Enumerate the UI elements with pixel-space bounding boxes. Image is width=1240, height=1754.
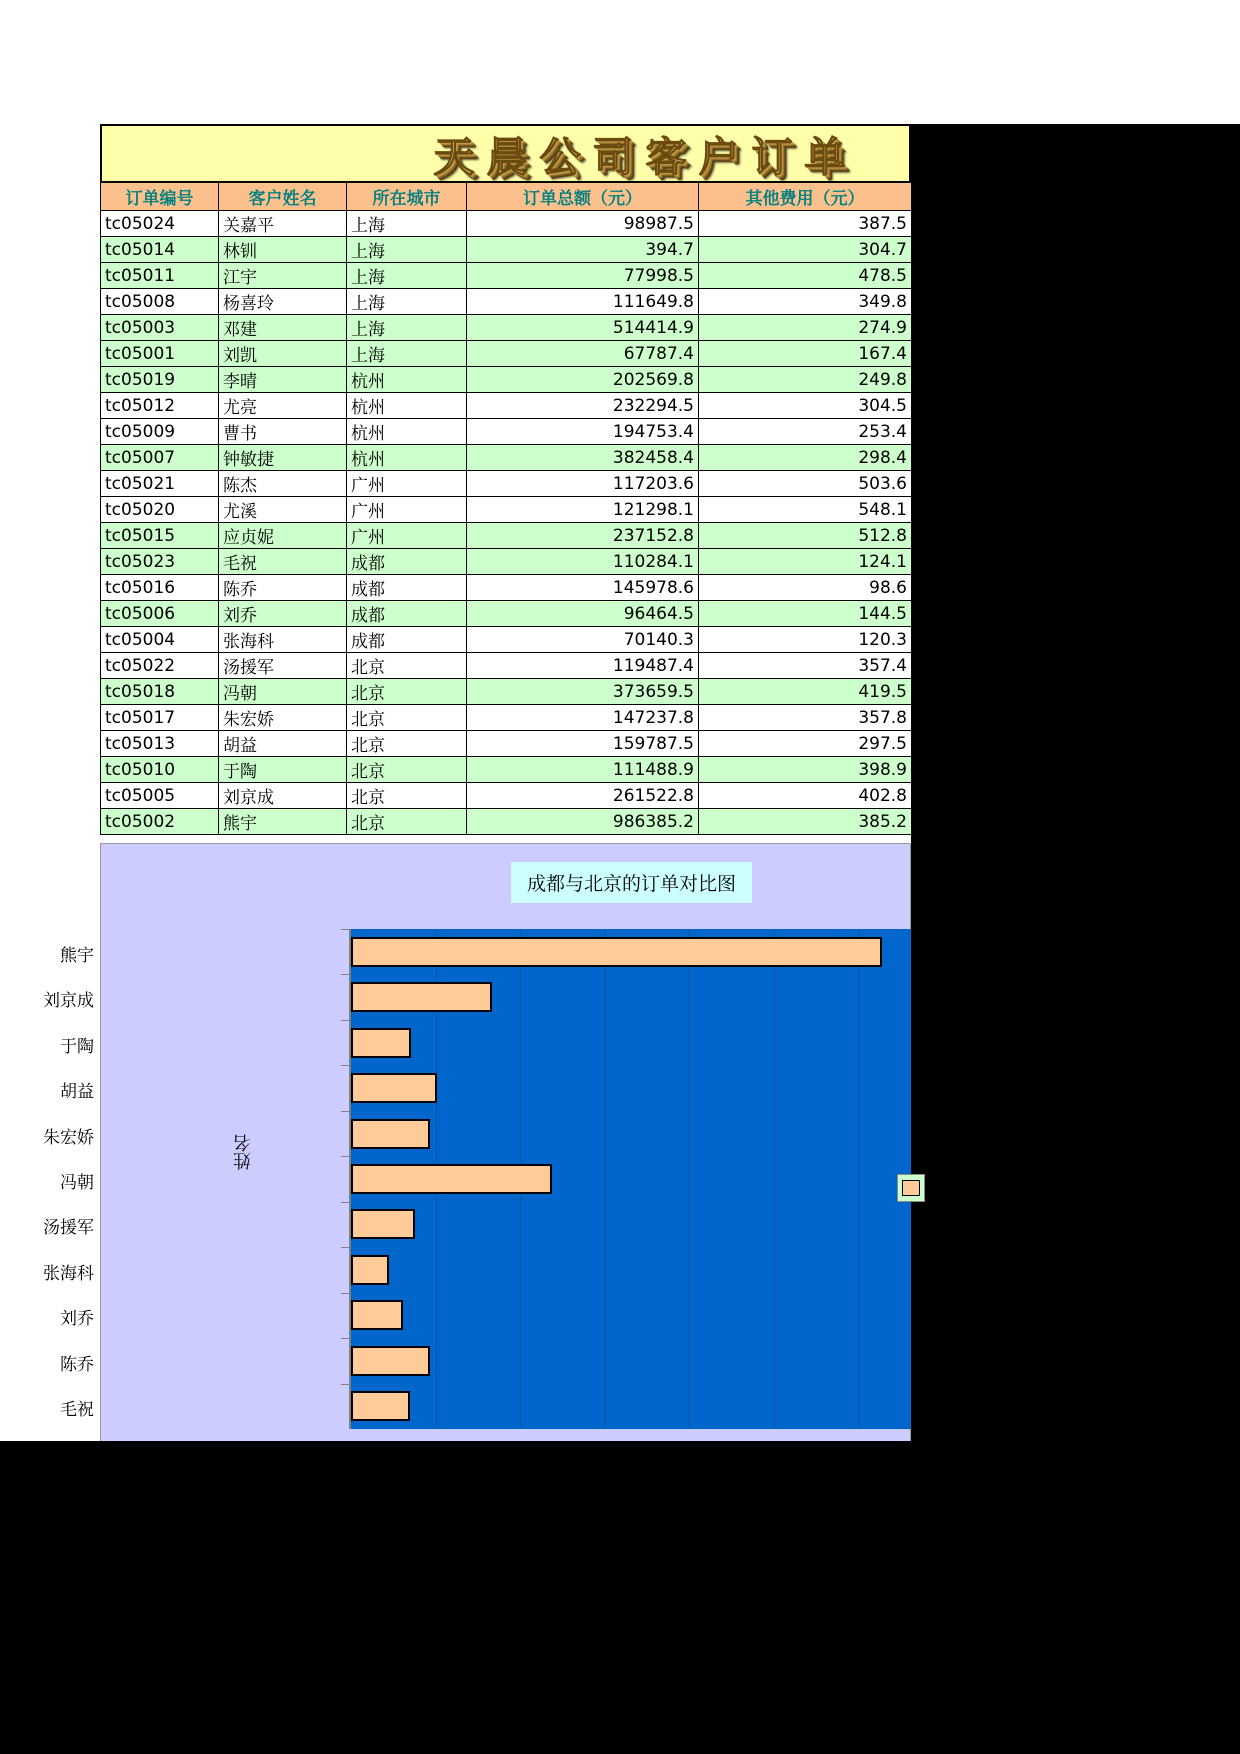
table-row — [101, 757, 912, 783]
chart-bar-row — [351, 1066, 437, 1111]
cell-order-id[interactable]: tc05024 — [101, 211, 219, 237]
cell-other-fee[interactable]: 357.8 — [699, 705, 912, 731]
cell-customer-name[interactable]: 陈乔 — [219, 575, 347, 601]
chart-y-axis-label: 熊宇 — [60, 945, 94, 966]
cell-customer-name[interactable]: 邓建 — [219, 315, 347, 341]
cell-city[interactable]: 北京 — [347, 731, 467, 757]
table-row — [101, 393, 912, 419]
cell-order-id[interactable]: tc05011 — [101, 263, 219, 289]
cell-order-id[interactable]: tc05015 — [101, 523, 219, 549]
cell-other-fee[interactable]: 304.5 — [699, 393, 912, 419]
chart-plot-area — [349, 929, 941, 1429]
chart-bar-row — [351, 1293, 403, 1338]
cell-order-id[interactable]: tc05021 — [101, 471, 219, 497]
cell-customer-name[interactable]: 陈杰 — [219, 471, 347, 497]
chart-bar-row — [351, 1338, 430, 1383]
cell-order-total[interactable]: 119487.4 — [467, 653, 699, 679]
chart-y-axis-label: 刘京成 — [43, 991, 94, 1012]
column-header-order-total[interactable]: 订单总额（元） — [467, 183, 699, 211]
cell-other-fee[interactable]: 249.8 — [699, 367, 912, 393]
cell-customer-name[interactable]: 杨喜玲 — [219, 289, 347, 315]
cell-city[interactable]: 北京 — [347, 809, 467, 835]
clipped-region-bottom — [0, 1441, 1240, 1754]
cell-city[interactable]: 北京 — [347, 705, 467, 731]
cell-city[interactable]: 杭州 — [347, 393, 467, 419]
chart-bar-row — [351, 929, 882, 974]
column-header-order-id[interactable]: 订单编号 — [101, 183, 219, 211]
chart-bar[interactable] — [351, 1209, 415, 1239]
cell-customer-name[interactable]: 李晴 — [219, 367, 347, 393]
cell-other-fee[interactable]: 398.9 — [699, 757, 912, 783]
table-row — [101, 705, 912, 731]
cell-other-fee[interactable]: 144.5 — [699, 601, 912, 627]
chart-y-axis-tick — [341, 1293, 350, 1294]
table-row — [101, 289, 912, 315]
cell-city[interactable]: 上海 — [347, 211, 467, 237]
cell-order-id[interactable]: tc05023 — [101, 549, 219, 575]
cell-customer-name[interactable]: 江宇 — [219, 263, 347, 289]
chart-title: 成都与北京的订单对比图 — [511, 862, 752, 903]
cell-customer-name[interactable]: 钟敏捷 — [219, 445, 347, 471]
cell-other-fee[interactable]: 478.5 — [699, 263, 912, 289]
cell-customer-name[interactable]: 刘乔 — [219, 601, 347, 627]
chart-bar[interactable] — [351, 1028, 411, 1058]
cell-order-id[interactable]: tc05014 — [101, 237, 219, 263]
cell-order-id[interactable]: tc05018 — [101, 679, 219, 705]
cell-customer-name[interactable]: 熊宇 — [219, 809, 347, 835]
cell-order-total[interactable]: 96464.5 — [467, 601, 699, 627]
column-header-other-fee[interactable]: 其他费用（元） — [699, 183, 912, 211]
cell-other-fee[interactable]: 402.8 — [699, 783, 912, 809]
cell-city[interactable]: 杭州 — [347, 367, 467, 393]
cell-order-id[interactable]: tc05006 — [101, 601, 219, 627]
cell-order-id[interactable]: tc05003 — [101, 315, 219, 341]
cell-other-fee[interactable]: 98.6 — [699, 575, 912, 601]
cell-city[interactable]: 广州 — [347, 497, 467, 523]
table-row — [101, 263, 912, 289]
cell-order-total[interactable]: 117203.6 — [467, 471, 699, 497]
cell-order-id[interactable]: tc05008 — [101, 289, 219, 315]
cell-customer-name[interactable]: 尤亮 — [219, 393, 347, 419]
chart-bar[interactable] — [351, 1255, 389, 1285]
table-row — [101, 627, 912, 653]
cell-other-fee[interactable]: 304.7 — [699, 237, 912, 263]
cell-city[interactable]: 上海 — [347, 289, 467, 315]
cell-customer-name[interactable]: 刘京成 — [219, 783, 347, 809]
table-row — [101, 731, 912, 757]
chart-y-axis-tick — [341, 1020, 350, 1021]
table-header-row — [101, 183, 912, 211]
chart-y-axis-label: 张海科 — [43, 1263, 94, 1284]
table-row — [101, 367, 912, 393]
cell-other-fee[interactable]: 253.4 — [699, 419, 912, 445]
cell-order-total[interactable]: 261522.8 — [467, 783, 699, 809]
cell-order-total[interactable]: 373659.5 — [467, 679, 699, 705]
chart-y-axis-label: 毛祝 — [60, 1400, 94, 1421]
chart-bar[interactable] — [351, 937, 882, 967]
cell-order-total[interactable]: 237152.8 — [467, 523, 699, 549]
chart-bar[interactable] — [351, 1164, 552, 1194]
cell-customer-name[interactable]: 刘凯 — [219, 341, 347, 367]
chart-y-axis-tick — [341, 1247, 350, 1248]
cell-customer-name[interactable]: 毛祝 — [219, 549, 347, 575]
orders-bar-chart[interactable] — [43, 843, 911, 1443]
cell-order-total[interactable]: 232294.5 — [467, 393, 699, 419]
table-row — [101, 523, 912, 549]
cell-order-id[interactable]: tc05013 — [101, 731, 219, 757]
cell-other-fee[interactable]: 419.5 — [699, 679, 912, 705]
cell-other-fee[interactable]: 297.5 — [699, 731, 912, 757]
cell-city[interactable]: 北京 — [347, 757, 467, 783]
chart-y-axis-title: 姓名 — [233, 1134, 254, 1170]
chart-bar[interactable] — [351, 1391, 410, 1421]
cell-order-id[interactable]: tc05019 — [101, 367, 219, 393]
cell-customer-name[interactable]: 应贞妮 — [219, 523, 347, 549]
cell-other-fee[interactable]: 167.4 — [699, 341, 912, 367]
clipped-region-right — [911, 124, 1240, 1442]
cell-order-total[interactable]: 98987.5 — [467, 211, 699, 237]
table-row — [101, 783, 912, 809]
cell-other-fee[interactable]: 548.1 — [699, 497, 912, 523]
column-header-city[interactable]: 所在城市 — [347, 183, 467, 211]
cell-order-total[interactable]: 394.7 — [467, 237, 699, 263]
chart-y-axis-tick — [341, 1338, 350, 1339]
cell-order-total[interactable]: 110284.1 — [467, 549, 699, 575]
cell-customer-name[interactable]: 张海科 — [219, 627, 347, 653]
cell-order-id[interactable]: tc05001 — [101, 341, 219, 367]
cell-other-fee[interactable]: 274.9 — [699, 315, 912, 341]
cell-city[interactable]: 广州 — [347, 471, 467, 497]
cell-order-total[interactable]: 514414.9 — [467, 315, 699, 341]
table-row — [101, 653, 912, 679]
chart-gridline — [774, 929, 775, 1429]
table-row — [101, 211, 912, 237]
chart-y-axis-tick — [341, 1384, 350, 1385]
chart-legend-swatch — [902, 1180, 920, 1196]
cell-city[interactable]: 上海 — [347, 341, 467, 367]
column-header-customer-name[interactable]: 客户姓名 — [219, 183, 347, 211]
chart-y-axis-label: 刘乔 — [60, 1309, 94, 1330]
cell-order-id[interactable]: tc05009 — [101, 419, 219, 445]
cell-city[interactable]: 上海 — [347, 315, 467, 341]
cell-city[interactable]: 北京 — [347, 679, 467, 705]
orders-table — [100, 182, 912, 835]
table-row — [101, 575, 912, 601]
cell-order-total[interactable]: 147237.8 — [467, 705, 699, 731]
chart-y-axis-label: 冯朝 — [60, 1173, 94, 1193]
chart-y-axis-tick — [341, 929, 350, 930]
cell-order-id[interactable]: tc05012 — [101, 393, 219, 419]
cell-other-fee[interactable]: 124.1 — [699, 549, 912, 575]
cell-other-fee[interactable]: 357.4 — [699, 653, 912, 679]
chart-y-axis-label: 于陶 — [60, 1036, 94, 1057]
cell-order-id[interactable]: tc05017 — [101, 705, 219, 731]
cell-other-fee[interactable]: 503.6 — [699, 471, 912, 497]
chart-bar[interactable] — [351, 1073, 437, 1103]
cell-order-total[interactable]: 70140.3 — [467, 627, 699, 653]
cell-order-id[interactable]: tc05002 — [101, 809, 219, 835]
cell-customer-name[interactable]: 关嘉平 — [219, 211, 347, 237]
table-row — [101, 471, 912, 497]
cell-customer-name[interactable]: 胡益 — [219, 731, 347, 757]
cell-order-id[interactable]: tc05005 — [101, 783, 219, 809]
cell-customer-name[interactable]: 林钏 — [219, 237, 347, 263]
chart-bar-row — [351, 1157, 552, 1202]
cell-order-total[interactable]: 77998.5 — [467, 263, 699, 289]
cell-city[interactable]: 广州 — [347, 523, 467, 549]
cell-customer-name[interactable]: 尤溪 — [219, 497, 347, 523]
cell-customer-name[interactable]: 汤援军 — [219, 653, 347, 679]
cell-order-id[interactable]: tc05016 — [101, 575, 219, 601]
chart-y-axis-tick — [341, 1065, 350, 1066]
cell-order-id[interactable]: tc05022 — [101, 653, 219, 679]
cell-order-id[interactable]: tc05020 — [101, 497, 219, 523]
cell-city[interactable]: 成都 — [347, 601, 467, 627]
chart-y-axis-tick — [341, 1156, 350, 1157]
chart-bar-row — [351, 1384, 410, 1429]
chart-gridline — [858, 929, 859, 1429]
cell-order-total[interactable]: 159787.5 — [467, 731, 699, 757]
chart-bar-row — [351, 1247, 389, 1292]
cell-order-id[interactable]: tc05010 — [101, 757, 219, 783]
page-title: 天晨公司客户订单 — [433, 133, 858, 181]
table-row — [101, 237, 912, 263]
cell-customer-name[interactable]: 朱宏娇 — [219, 705, 347, 731]
chart-bar-row — [351, 1020, 411, 1065]
cell-order-total[interactable]: 111649.8 — [467, 289, 699, 315]
sheet-title-banner — [100, 124, 911, 182]
cell-order-total[interactable]: 194753.4 — [467, 419, 699, 445]
cell-city[interactable]: 北京 — [347, 653, 467, 679]
table-row — [101, 601, 912, 627]
table-row — [101, 809, 912, 835]
cell-city[interactable]: 成都 — [347, 575, 467, 601]
cell-order-total[interactable]: 145978.6 — [467, 575, 699, 601]
cell-other-fee[interactable]: 512.8 — [699, 523, 912, 549]
table-row — [101, 315, 912, 341]
cell-other-fee[interactable]: 387.5 — [699, 211, 912, 237]
chart-y-axis-tick — [341, 974, 350, 975]
cell-city[interactable]: 成都 — [347, 627, 467, 653]
chart-bar[interactable] — [351, 1119, 430, 1149]
cell-other-fee[interactable]: 349.8 — [699, 289, 912, 315]
cell-order-total[interactable]: 121298.1 — [467, 497, 699, 523]
cell-order-total[interactable]: 986385.2 — [467, 809, 699, 835]
table-body — [101, 211, 912, 835]
cell-city[interactable]: 成都 — [347, 549, 467, 575]
cell-city[interactable]: 杭州 — [347, 419, 467, 445]
chart-bar[interactable] — [351, 1300, 403, 1330]
chart-gridline — [689, 929, 690, 1429]
chart-bar-row — [351, 975, 492, 1020]
cell-other-fee[interactable]: 120.3 — [699, 627, 912, 653]
chart-y-axis-label: 陈乔 — [60, 1354, 94, 1375]
cell-other-fee[interactable]: 298.4 — [699, 445, 912, 471]
chart-y-axis-label: 胡益 — [60, 1082, 94, 1103]
cell-order-total[interactable]: 111488.9 — [467, 757, 699, 783]
chart-bar[interactable] — [351, 982, 492, 1012]
cell-city[interactable]: 杭州 — [347, 445, 467, 471]
cell-city[interactable]: 上海 — [347, 237, 467, 263]
cell-order-total[interactable]: 67787.4 — [467, 341, 699, 367]
cell-order-total[interactable]: 202569.8 — [467, 367, 699, 393]
cell-city[interactable]: 北京 — [347, 783, 467, 809]
chart-y-axis-tick — [341, 1202, 350, 1203]
table-row — [101, 341, 912, 367]
cell-customer-name[interactable]: 于陶 — [219, 757, 347, 783]
chart-y-axis-label: 汤援军 — [43, 1218, 94, 1239]
chart-bar-row — [351, 1111, 430, 1156]
cell-order-id[interactable]: tc05007 — [101, 445, 219, 471]
table-row — [101, 679, 912, 705]
cell-order-id[interactable]: tc05004 — [101, 627, 219, 653]
worksheet — [43, 124, 911, 1442]
table-row — [101, 497, 912, 523]
table-row — [101, 445, 912, 471]
chart-y-axis-label: 朱宏娇 — [43, 1127, 94, 1148]
chart-gridline — [605, 929, 606, 1429]
cell-city[interactable]: 上海 — [347, 263, 467, 289]
cell-order-total[interactable]: 382458.4 — [467, 445, 699, 471]
cell-customer-name[interactable]: 曹书 — [219, 419, 347, 445]
chart-bar[interactable] — [351, 1346, 430, 1376]
cell-other-fee[interactable]: 385.2 — [699, 809, 912, 835]
cell-customer-name[interactable]: 冯朝 — [219, 679, 347, 705]
table-row — [101, 419, 912, 445]
chart-bar-row — [351, 1202, 415, 1247]
chart-y-axis-tick — [341, 1111, 350, 1112]
table-row — [101, 549, 912, 575]
